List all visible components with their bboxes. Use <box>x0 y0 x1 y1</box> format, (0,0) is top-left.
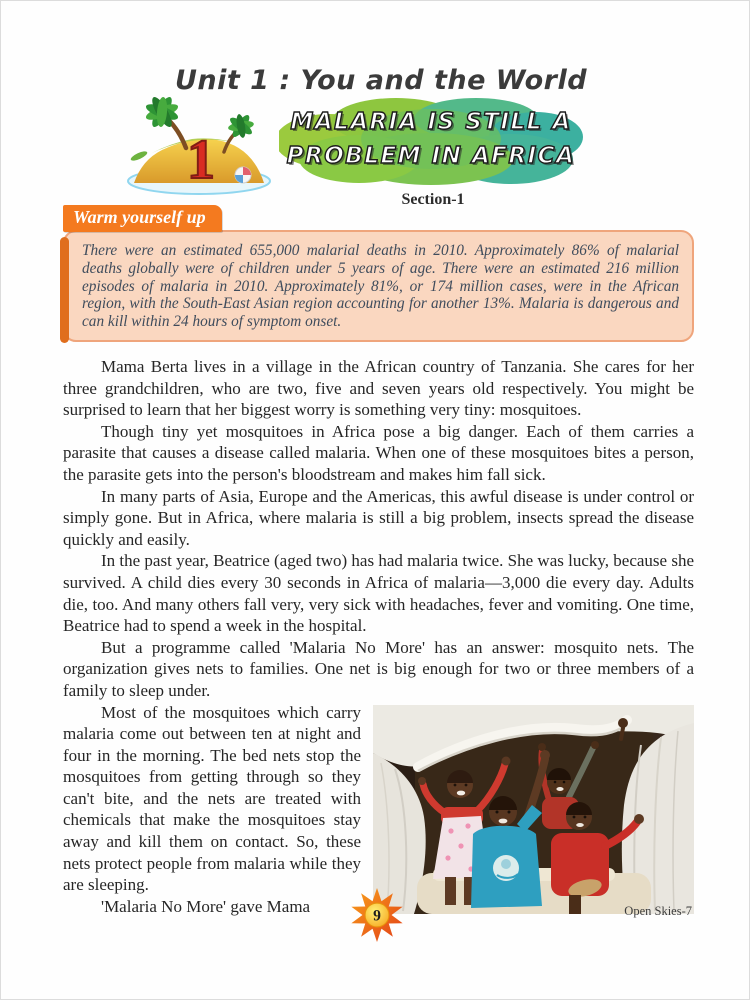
unit-title: Unit 1 : You and the World <box>174 65 588 96</box>
warmup-accent-bar <box>60 237 69 343</box>
lesson-title-line1: MALARIA IS STILL A <box>290 109 572 135</box>
warmup-box <box>63 230 694 342</box>
warmup-banner: Warm yourself up <box>63 205 222 232</box>
paragraph: Mama Berta lives in a village in the African country of Tanzania. She cares for her three grandchildren, who are two, five and seven years old respectively. You might be surprised to learn that her biggest worry is something very tiny: mosquitoes. <box>63 357 694 420</box>
paragraph: But a programme called 'Malaria No More' has an answer: mosquito nets. The organization gives nets to families. One net is big enough for two or three members of a family to sleep under. <box>63 637 694 700</box>
lesson-number: 1 <box>187 129 215 191</box>
paragraph: In many parts of Asia, Europe and the Americas, this awful disease is under control or simply gone. But in Africa, where malaria is still a big problem, insects spread the disease quickly and easily. <box>63 486 694 549</box>
island-lesson-icon <box>121 89 279 199</box>
lesson-title-banner <box>279 97 583 187</box>
book-title: Open Skies-7 <box>624 904 692 918</box>
paragraph: Most of the mosquitoes which carry malaria come out between ten at night and four in the morning. The bed nets stop the mosquitoes from getting through so they can't bite, and the nets are treated with chemicals that make the mosquitoes stay away and kill them on contact. So, these nets protect people from malaria while they are sleeping. <box>63 702 361 895</box>
paragraph: In the past year, Beatrice (aged two) has had malaria twice. She was lucky, because she survived. A child dies every 30 seconds in Africa of malaria—3,000 die every day. Adults die, too. And many others fall very, very sick with headaches, fever and vomiting. One time, Beatrice had to spend a week in the hospital. <box>63 551 694 636</box>
lesson-title-line2: PROBLEM IN AFRICA <box>286 143 576 169</box>
section-heading: Section-1 <box>401 191 465 208</box>
lesson-title <box>279 105 583 173</box>
reading-passage <box>63 356 694 922</box>
page-number: 9 <box>373 907 381 925</box>
warmup-text: There were an estimated 655,000 malarial deaths in 2010. Approximately 86% of malarial deaths globally were of children under 5 years of age. There were an estimated 216 million episodes of malaria in 2010. Approximately 81%, or 174 million cases, were in the African region, with the South-East Asian region accounting for another 13%. Malaria is dangerous and can kill within 24 hours of symptom onset. <box>82 242 679 331</box>
paragraph: 'Malaria No More' gave Mama <box>101 896 311 916</box>
paragraph: Though tiny yet mosquitoes in Africa pose a big danger. Each of them carries a parasite that causes a disease called malaria. When one of these mosquitoes bites a person, the parasite gets into the person's bloodstream and makes him fall sick. <box>63 421 694 484</box>
mosquito-net-photo <box>373 705 694 914</box>
page-number-star <box>350 888 404 942</box>
